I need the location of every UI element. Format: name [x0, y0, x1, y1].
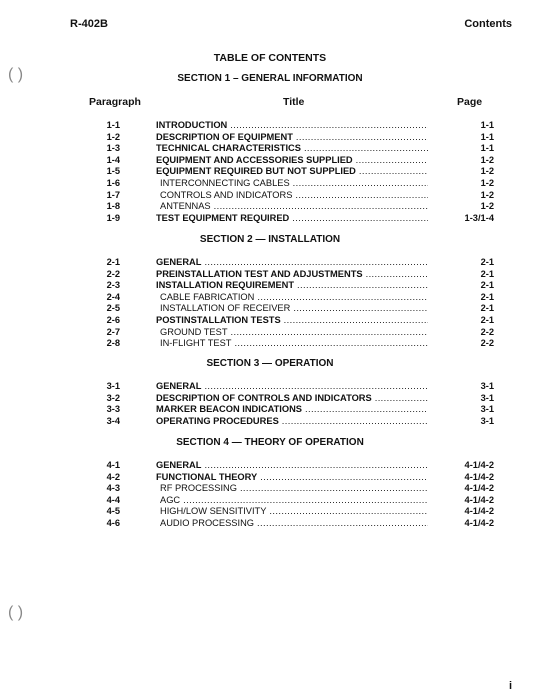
toc-entry[interactable]: [0, 416, 540, 428]
section-title-2: SECTION 2 — INSTALLATION: [199, 234, 341, 245]
paragraph-number: 1-4: [106, 154, 120, 165]
page-number-footer: i: [508, 680, 512, 692]
toc-entry[interactable]: [0, 495, 540, 507]
toc-entry[interactable]: [0, 132, 540, 144]
paragraph-number: 2-5: [106, 303, 120, 314]
entry-title: TEST EQUIPMENT REQUIRED .....: [156, 213, 428, 225]
toc-entry[interactable]: [0, 338, 540, 350]
section-title-1: SECTION 1 – GENERAL INFORMATION: [177, 73, 363, 84]
page-number: 2-1: [480, 303, 494, 314]
toc-entry[interactable]: [0, 190, 540, 202]
entry-title: POSTINSTALLATION TESTS .....: [156, 315, 428, 327]
page-number: 4-1/4-2: [464, 483, 494, 494]
page-number: 2-1: [480, 268, 494, 279]
page-number: 4-1/4-2: [464, 460, 494, 470]
section-2-entries: [0, 257, 540, 350]
paragraph-number: 4-1: [106, 460, 120, 470]
section-1-entries: [0, 120, 540, 224]
toc-entry[interactable]: [0, 393, 540, 405]
page-title: TABLE OF CONTENTS: [213, 52, 327, 64]
entry-title: EQUIPMENT REQUIRED BUT NOT SUPPLIED .....: [156, 166, 428, 178]
page-number: 4-1/4-2: [464, 471, 494, 482]
entry-title: IN-FLIGHT TEST .....: [156, 338, 428, 350]
paragraph-number: 1-1: [106, 120, 120, 130]
toc-entry[interactable]: [0, 518, 540, 530]
page-number: 1-1: [480, 120, 494, 130]
page-number: 2-2: [480, 326, 494, 337]
page-number: 3-1: [480, 404, 494, 415]
page-number: 4-1/4-2: [464, 517, 494, 528]
section-3-entries: [0, 381, 540, 427]
paragraph-number: 2-3: [106, 280, 120, 291]
column-header-page: Page: [457, 96, 483, 108]
entry-title: MARKER BEACON INDICATIONS .....: [156, 404, 428, 416]
column-header-paragraph: Paragraph: [89, 96, 141, 108]
entry-title: ANTENNAS .....: [156, 201, 428, 213]
binder-hole-mark: ( ): [8, 66, 24, 83]
toc-entry[interactable]: [0, 303, 540, 315]
binder-hole-mark: ( ): [8, 604, 24, 621]
entry-title: DESCRIPTION OF CONTROLS AND INDICATORS .....: [156, 393, 428, 405]
toc-entry[interactable]: [0, 201, 540, 213]
section-title-4: SECTION 4 — THEORY OF OPERATION: [176, 437, 364, 448]
paragraph-number: 1-6: [106, 177, 120, 188]
paragraph-number: 3-1: [106, 381, 120, 391]
entry-title: GENERAL .....: [156, 460, 428, 472]
toc-entry[interactable]: [0, 381, 540, 393]
entry-title: INSTALLATION OF RECEIVER .....: [156, 303, 428, 315]
paragraph-number: 1-9: [106, 212, 120, 223]
entry-title: CONTROLS AND INDICATORS .....: [156, 190, 428, 202]
entry-title: INSTALLATION REQUIREMENT .....: [156, 280, 428, 292]
page-number: 1-2: [480, 189, 494, 200]
paragraph-number: 2-8: [106, 338, 120, 349]
toc-entry[interactable]: [0, 213, 540, 225]
entry-title: GROUND TEST .....: [156, 327, 428, 339]
paragraph-number: 3-2: [106, 392, 120, 403]
entry-title: RF PROCESSING .....: [156, 483, 428, 495]
paragraph-number: 3-4: [106, 415, 120, 426]
paragraph-number: 1-3: [106, 143, 120, 154]
toc-entry[interactable]: [0, 166, 540, 178]
column-header-title: Title: [283, 96, 305, 108]
paragraph-number: 2-1: [106, 257, 120, 267]
toc-entry[interactable]: [0, 269, 540, 281]
entry-title: CABLE FABRICATION .....: [156, 292, 428, 304]
page-number: 2-1: [480, 257, 494, 267]
document-code: R-402B: [70, 18, 108, 30]
entry-title: TECHNICAL CHARACTERISTICS .....: [156, 143, 428, 155]
paragraph-number: 2-4: [106, 291, 120, 302]
page-number: 1-2: [480, 154, 494, 165]
toc-entry[interactable]: [0, 472, 540, 484]
paragraph-number: 4-4: [106, 494, 120, 505]
entry-title: GENERAL .....: [156, 381, 428, 393]
toc-entry[interactable]: [0, 143, 540, 155]
toc-entry[interactable]: [0, 327, 540, 339]
paragraph-number: 1-7: [106, 189, 120, 200]
entry-title: OPERATING PROCEDURES .....: [156, 416, 428, 428]
toc-entry[interactable]: [0, 257, 540, 269]
paragraph-number: 4-6: [106, 517, 120, 528]
section-title-3: SECTION 3 — OPERATION: [206, 358, 334, 369]
page-number: 3-1: [480, 381, 494, 391]
page-number: 3-1: [480, 392, 494, 403]
toc-entry[interactable]: [0, 506, 540, 518]
paragraph-number: 4-5: [106, 506, 120, 517]
entry-title: EQUIPMENT AND ACCESSORIES SUPPLIED .....: [156, 155, 428, 167]
page-number: 2-1: [480, 314, 494, 325]
toc-entry[interactable]: [0, 315, 540, 327]
entry-title: DESCRIPTION OF EQUIPMENT .....: [156, 132, 428, 144]
paragraph-number: 1-5: [106, 166, 120, 177]
page-number: 1-2: [480, 166, 494, 177]
page-number: 1-2: [480, 201, 494, 212]
paragraph-number: 4-3: [106, 483, 120, 494]
paragraph-number: 2-2: [106, 268, 120, 279]
page-number: 1-1: [480, 143, 494, 154]
entry-title: AUDIO PROCESSING .....: [156, 518, 428, 530]
toc-entry[interactable]: [0, 460, 540, 472]
toc-entry[interactable]: [0, 404, 540, 416]
toc-entry[interactable]: [0, 280, 540, 292]
page-number: 3-1: [480, 415, 494, 426]
page-number: 4-1/4-2: [464, 494, 494, 505]
page-number: 1-1: [480, 131, 494, 142]
entry-title: FUNCTIONAL THEORY .....: [156, 472, 428, 484]
toc-entry[interactable]: [0, 292, 540, 304]
page-number: 4-1/4-2: [464, 506, 494, 517]
paragraph-number: 4-2: [106, 471, 120, 482]
page-number: 2-1: [480, 291, 494, 302]
toc-entry[interactable]: [0, 178, 540, 190]
section-4-entries: [0, 460, 540, 530]
running-header: Contents: [464, 18, 512, 30]
page-number: 2-2: [480, 338, 494, 349]
entry-title: GENERAL .....: [156, 257, 428, 269]
page-number: 1-3/1-4: [464, 212, 494, 223]
entry-title: INTERCONNECTING CABLES .....: [156, 178, 428, 190]
page-number: 1-2: [480, 177, 494, 188]
paragraph-number: 1-2: [106, 131, 120, 142]
paragraph-number: 1-8: [106, 201, 120, 212]
paragraph-number: 2-6: [106, 314, 120, 325]
paragraph-number: 2-7: [106, 326, 120, 337]
entry-title: HIGH/LOW SENSITIVITY .....: [156, 506, 428, 518]
entry-title: INTRODUCTION .....: [156, 120, 428, 132]
toc-entry[interactable]: [0, 155, 540, 167]
page-number: 2-1: [480, 280, 494, 291]
toc-entry[interactable]: [0, 483, 540, 495]
toc-entry[interactable]: [0, 120, 540, 132]
entry-title: PREINSTALLATION TEST AND ADJUSTMENTS .....: [156, 269, 428, 281]
entry-title: AGC .....: [156, 495, 428, 507]
paragraph-number: 3-3: [106, 404, 120, 415]
